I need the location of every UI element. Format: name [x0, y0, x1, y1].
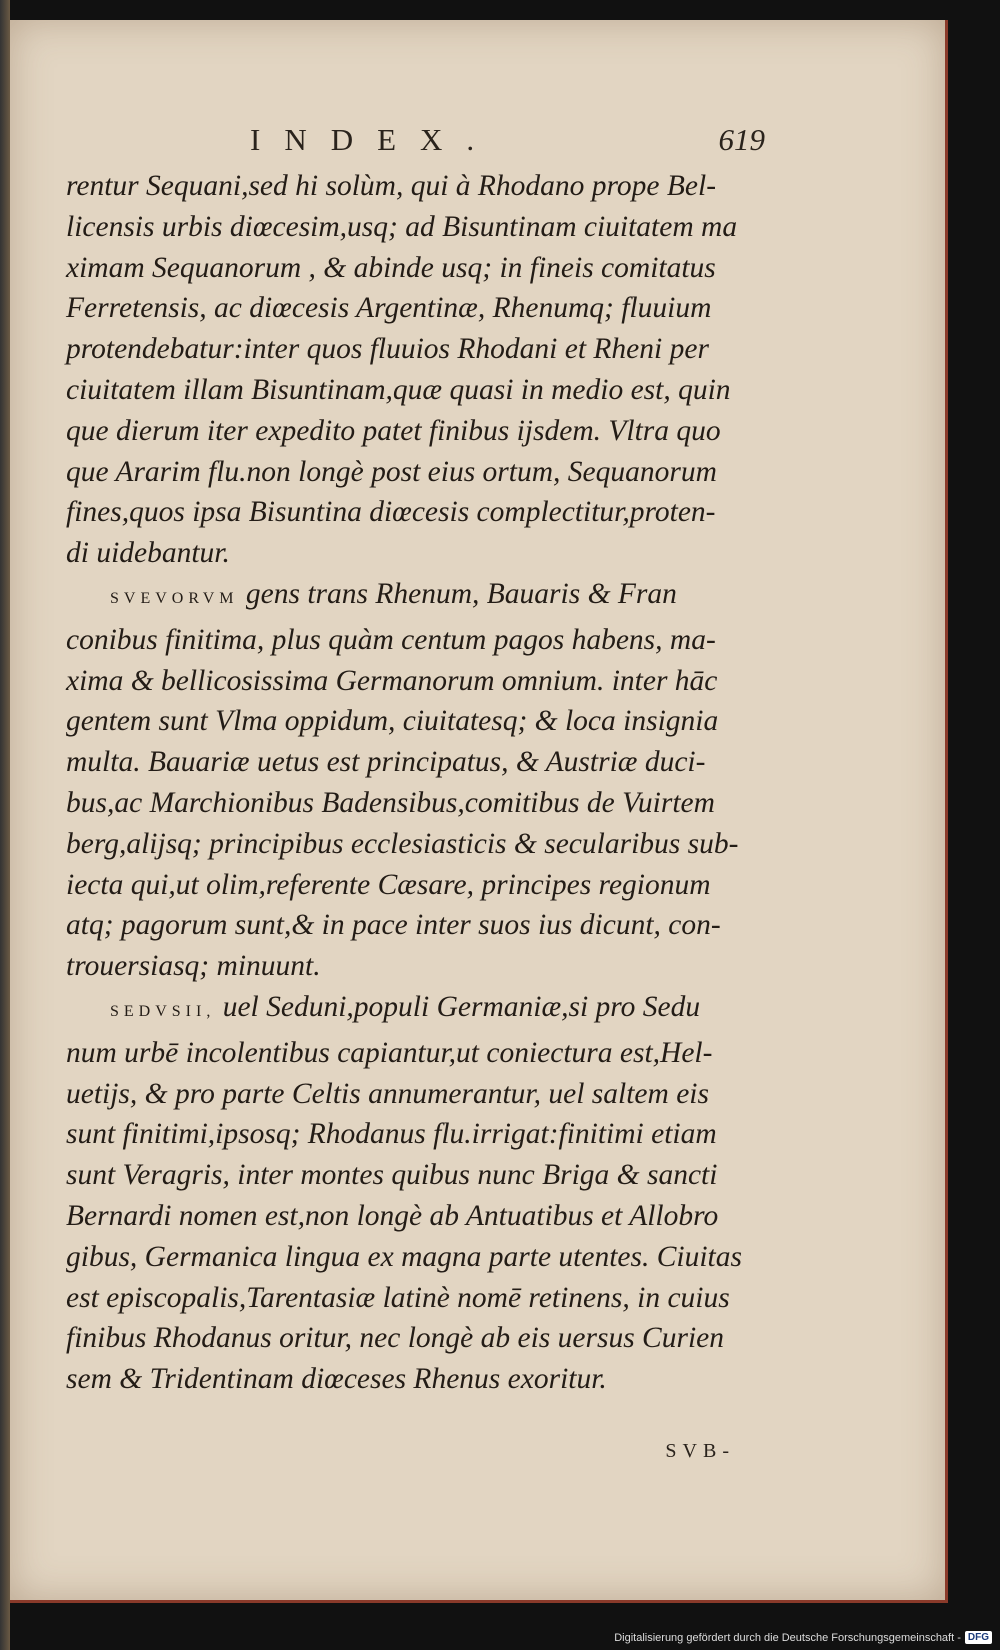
text-line: [66, 701, 776, 742]
text-line: [66, 661, 776, 702]
line-text: gens trans Rhenum, Bauaris & Fran: [245, 577, 677, 610]
line-text: que Ararim flu.non longè post eius ortum, Sequanorum: [66, 455, 717, 488]
text-line: [66, 742, 776, 783]
line-text: protendebatur:inter quos fluuios Rhodani et Rheni per: [66, 333, 709, 366]
text-line: [66, 1033, 776, 1074]
line-text: uetijs, & pro parte Celtis annumerantur, uel saltem eis: [66, 1077, 709, 1110]
line-text: di uidebantur.: [66, 537, 230, 570]
line-text: licensis urbis diœcesim,usq; ad Bisuntinam ciuitatem ma: [66, 210, 738, 243]
text-line: [66, 1196, 776, 1237]
digitization-footer: [614, 1631, 992, 1644]
line-text: sunt finitimi,ipsosq; Rhodanus flu.irrigat:finitimi etiam: [66, 1118, 717, 1151]
text-line: [66, 824, 776, 865]
entry-headword: SEDVSII,: [110, 1002, 216, 1020]
text-line: [66, 452, 776, 493]
line-text: fines,quos ipsa Bisuntina diœcesis complectitur,proten-: [66, 496, 716, 529]
text-line: [66, 1359, 776, 1400]
line-text: gentem sunt Vlma oppidum, ciuitatesq; & loca insignia: [66, 705, 719, 738]
line-text: iecta qui,ut olim,referente Cæsare, principes regionum: [66, 868, 711, 901]
text-line: [66, 1155, 776, 1196]
text-line: [66, 411, 776, 452]
dfg-logo: DFG: [965, 1631, 992, 1644]
text-line: [66, 620, 776, 661]
text-line: [66, 1114, 776, 1155]
line-text: sem & Tridentinam diœceses Rhenus exoritur.: [66, 1363, 607, 1396]
line-text: trouersiasq; minuunt.: [66, 950, 321, 983]
line-text: que dierum iter expedito patet finibus ijsdem. Vltra quo: [66, 414, 721, 447]
text-line: [66, 533, 776, 574]
running-head: INDEX.: [250, 122, 499, 157]
line-text: Bernardi nomen est,non longè ab Antuatibus et Allobro: [66, 1199, 719, 1232]
line-text: conibus finitima, plus quàm centum pagos habens, ma-: [66, 623, 716, 656]
catchword: SVB-: [665, 1440, 735, 1462]
text-line: [66, 946, 776, 987]
line-text: ximam Sequanorum , & abinde usq; in fineis comitatus: [66, 251, 716, 284]
line-text: rentur Sequani,sed hi solùm, qui à Rhodano prope Bel-: [66, 170, 717, 202]
text-line: [66, 370, 776, 411]
line-text: xima & bellicosissima Germanorum omnium. inter hāc: [66, 664, 718, 697]
text-line: [66, 865, 776, 906]
book-page: [10, 20, 948, 1603]
text-line: [66, 166, 776, 207]
text-line: [66, 905, 776, 946]
line-text: gibus, Germanica lingua ex magna parte utentes. Ciuitas: [66, 1240, 742, 1273]
text-line: [66, 1074, 776, 1115]
page-header: [250, 122, 765, 158]
text-line: [66, 783, 776, 824]
book-spine-edge: [0, 0, 10, 1650]
funding-credit: Digitalisierung gefördert durch die Deutsche Forschungsgemeinschaft -: [614, 1631, 961, 1644]
line-text: num urbē incolentibus capiantur,ut coniectura est,Hel-: [66, 1036, 713, 1069]
line-text: uel Seduni,populi Germaniæ,si pro Sedu: [222, 990, 701, 1023]
text-line: [66, 207, 776, 248]
line-text: est episcopalis,Tarentasiæ latinè nomē retinens, in cuius: [66, 1281, 730, 1314]
text-line: [66, 248, 776, 289]
entry-headword: SVEVORVM: [110, 589, 239, 607]
line-text: atq; pagorum sunt,& in pace inter suos ius dicunt, con-: [66, 909, 721, 942]
text-line: [66, 1318, 776, 1359]
text-line: [66, 574, 776, 620]
text-line: [66, 987, 776, 1033]
line-text: finibus Rhodanus oritur, nec longè ab eis uersus Curien: [66, 1322, 725, 1355]
text-line: [66, 288, 776, 329]
text-line: [66, 492, 776, 533]
page-number: 619: [718, 122, 765, 157]
line-text: multa. Bauariæ uetus est principatus, & Austriæ duci-: [66, 746, 706, 779]
line-text: Ferretensis, ac diœcesis Argentinæ, Rhenumq; fluuium: [66, 292, 712, 325]
line-text: ciuitatem illam Bisuntinam,quæ quasi in medio est, quin: [66, 373, 731, 406]
index-entries-text: [66, 166, 776, 1400]
text-line: [66, 1237, 776, 1278]
line-text: bus,ac Marchionibus Badensibus,comitibus de Vuirtem: [66, 786, 715, 819]
line-text: berg,alijsq; principibus ecclesiasticis & secularibus sub-: [66, 827, 739, 860]
line-text: sunt Veragris, inter montes quibus nunc Briga & sancti: [66, 1159, 718, 1192]
text-line: [66, 1278, 776, 1319]
text-line: [66, 329, 776, 370]
